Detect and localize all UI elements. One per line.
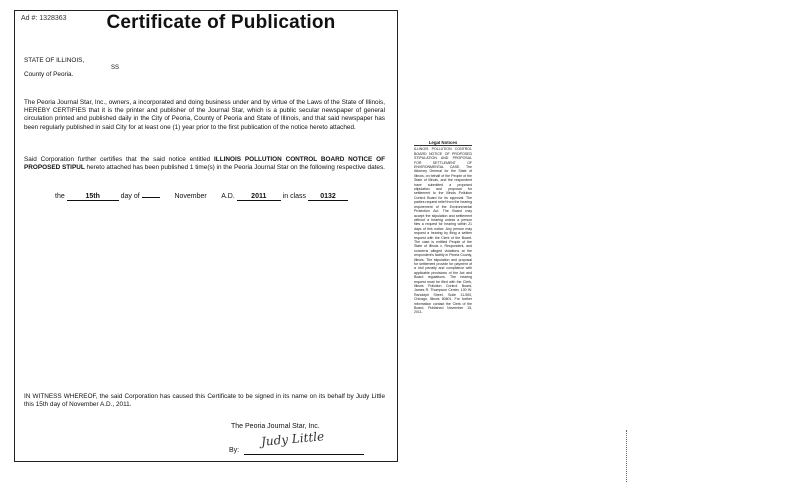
state-line: STATE OF ILLINOIS, (24, 57, 85, 64)
witness-paragraph: IN WITNESS WHEREOF, the said Corporation has caused this Certificate to be signed in its name on its behalf by Judy Little this 15th day of November A.D., 2011. (24, 393, 385, 409)
ss-mark: SS (111, 65, 120, 71)
blank-line (142, 197, 160, 198)
notice-prefix: Said Corporation further certifies that the said notice entitled (24, 156, 211, 163)
certificate-of-publication (14, 10, 398, 462)
publisher-name: The Peoria Journal Star, Inc. (231, 423, 320, 430)
signature-line (244, 454, 364, 455)
publication-class: 0132 (308, 193, 348, 201)
on-label: the (55, 193, 65, 200)
notice-paragraph (24, 156, 385, 172)
certification-paragraph: The Peoria Journal Star, Inc., owners, a incorporated and doing business under and by virtue of the Laws of the State of Illinois, HEREBY CERTIFIES that it is the printer and publisher of the Journal Star, which is a public secular newspaper of general circulation printed and published daily in the City of Peoria, County of Peoria and State of Illinois, and that said newspaper has been regularly published in said City for at least one (1) year prior to the first publication of the notice hereto attached. (24, 99, 385, 131)
day-of-label: day of (120, 193, 140, 200)
clipping-body: ILLINOIS POLLUTION CONTROL BOARD NOTICE OF PROPOSED STIPULATION AND PROPOSAL FOR SETTLEMENT OF ENVIRONMENTAL CASE. The Attorney General for the State of Illinois, on behalf of the People of the State of Illinois, and the respondent have submitted a proposed stipulation and proposal for settlement to the Illinois Pollution Control Board for its approval. The parties request relief from the hearing requirement of the Environmental Protection Act. The Board may accept the stipulation and settlement without a hearing unless a person files a request for hearing within 21 days of this notice. Any person may request a hearing by filing a written request with the Clerk of the Board. The case is entitled People of the State of Illinois v. Respondent, and concerns alleged violations at the respondent's facility in Peoria County, Illinois. The stipulation and proposal for settlement provide for payment of a civil penalty and compliance with applicable provisions of the Act and Board regulations. The hearing request must be filed with the Clerk, Illinois Pollution Control Board, James R. Thompson Center, 100 W. Randolph Street, Suite 11-500, Chicago, Illinois 60601. For further information contact the Clerk of the Board. Published November 15, 2011. (414, 147, 472, 315)
ad-label: A.D. (221, 193, 235, 200)
certificate-title: Certificate of Publication (106, 12, 336, 33)
notice-suffix: hereto attached has been published 1 time(s) in the Peoria Journal Star on the following respective dates. (86, 164, 385, 172)
publication-day: 15th (67, 193, 119, 201)
notice-title: ILLINOIS POLLUTION CONTROL BOARD NOTICE OF PROPOSED STIPUL (24, 156, 385, 172)
newspaper-clipping (414, 141, 472, 467)
publication-month: November (174, 193, 207, 200)
publication-year: 2011 (237, 193, 281, 201)
ad-number: Ad #: 1328363 (21, 15, 67, 22)
scan-artifact-dots (626, 430, 628, 482)
publication-date-line (55, 193, 348, 201)
clipping-header: Legal Notices (414, 141, 472, 146)
class-label: in class (282, 193, 307, 200)
county-line: County of Peoria. (24, 71, 74, 78)
by-label: By: (229, 447, 240, 454)
signature: Judy Little (260, 429, 325, 449)
